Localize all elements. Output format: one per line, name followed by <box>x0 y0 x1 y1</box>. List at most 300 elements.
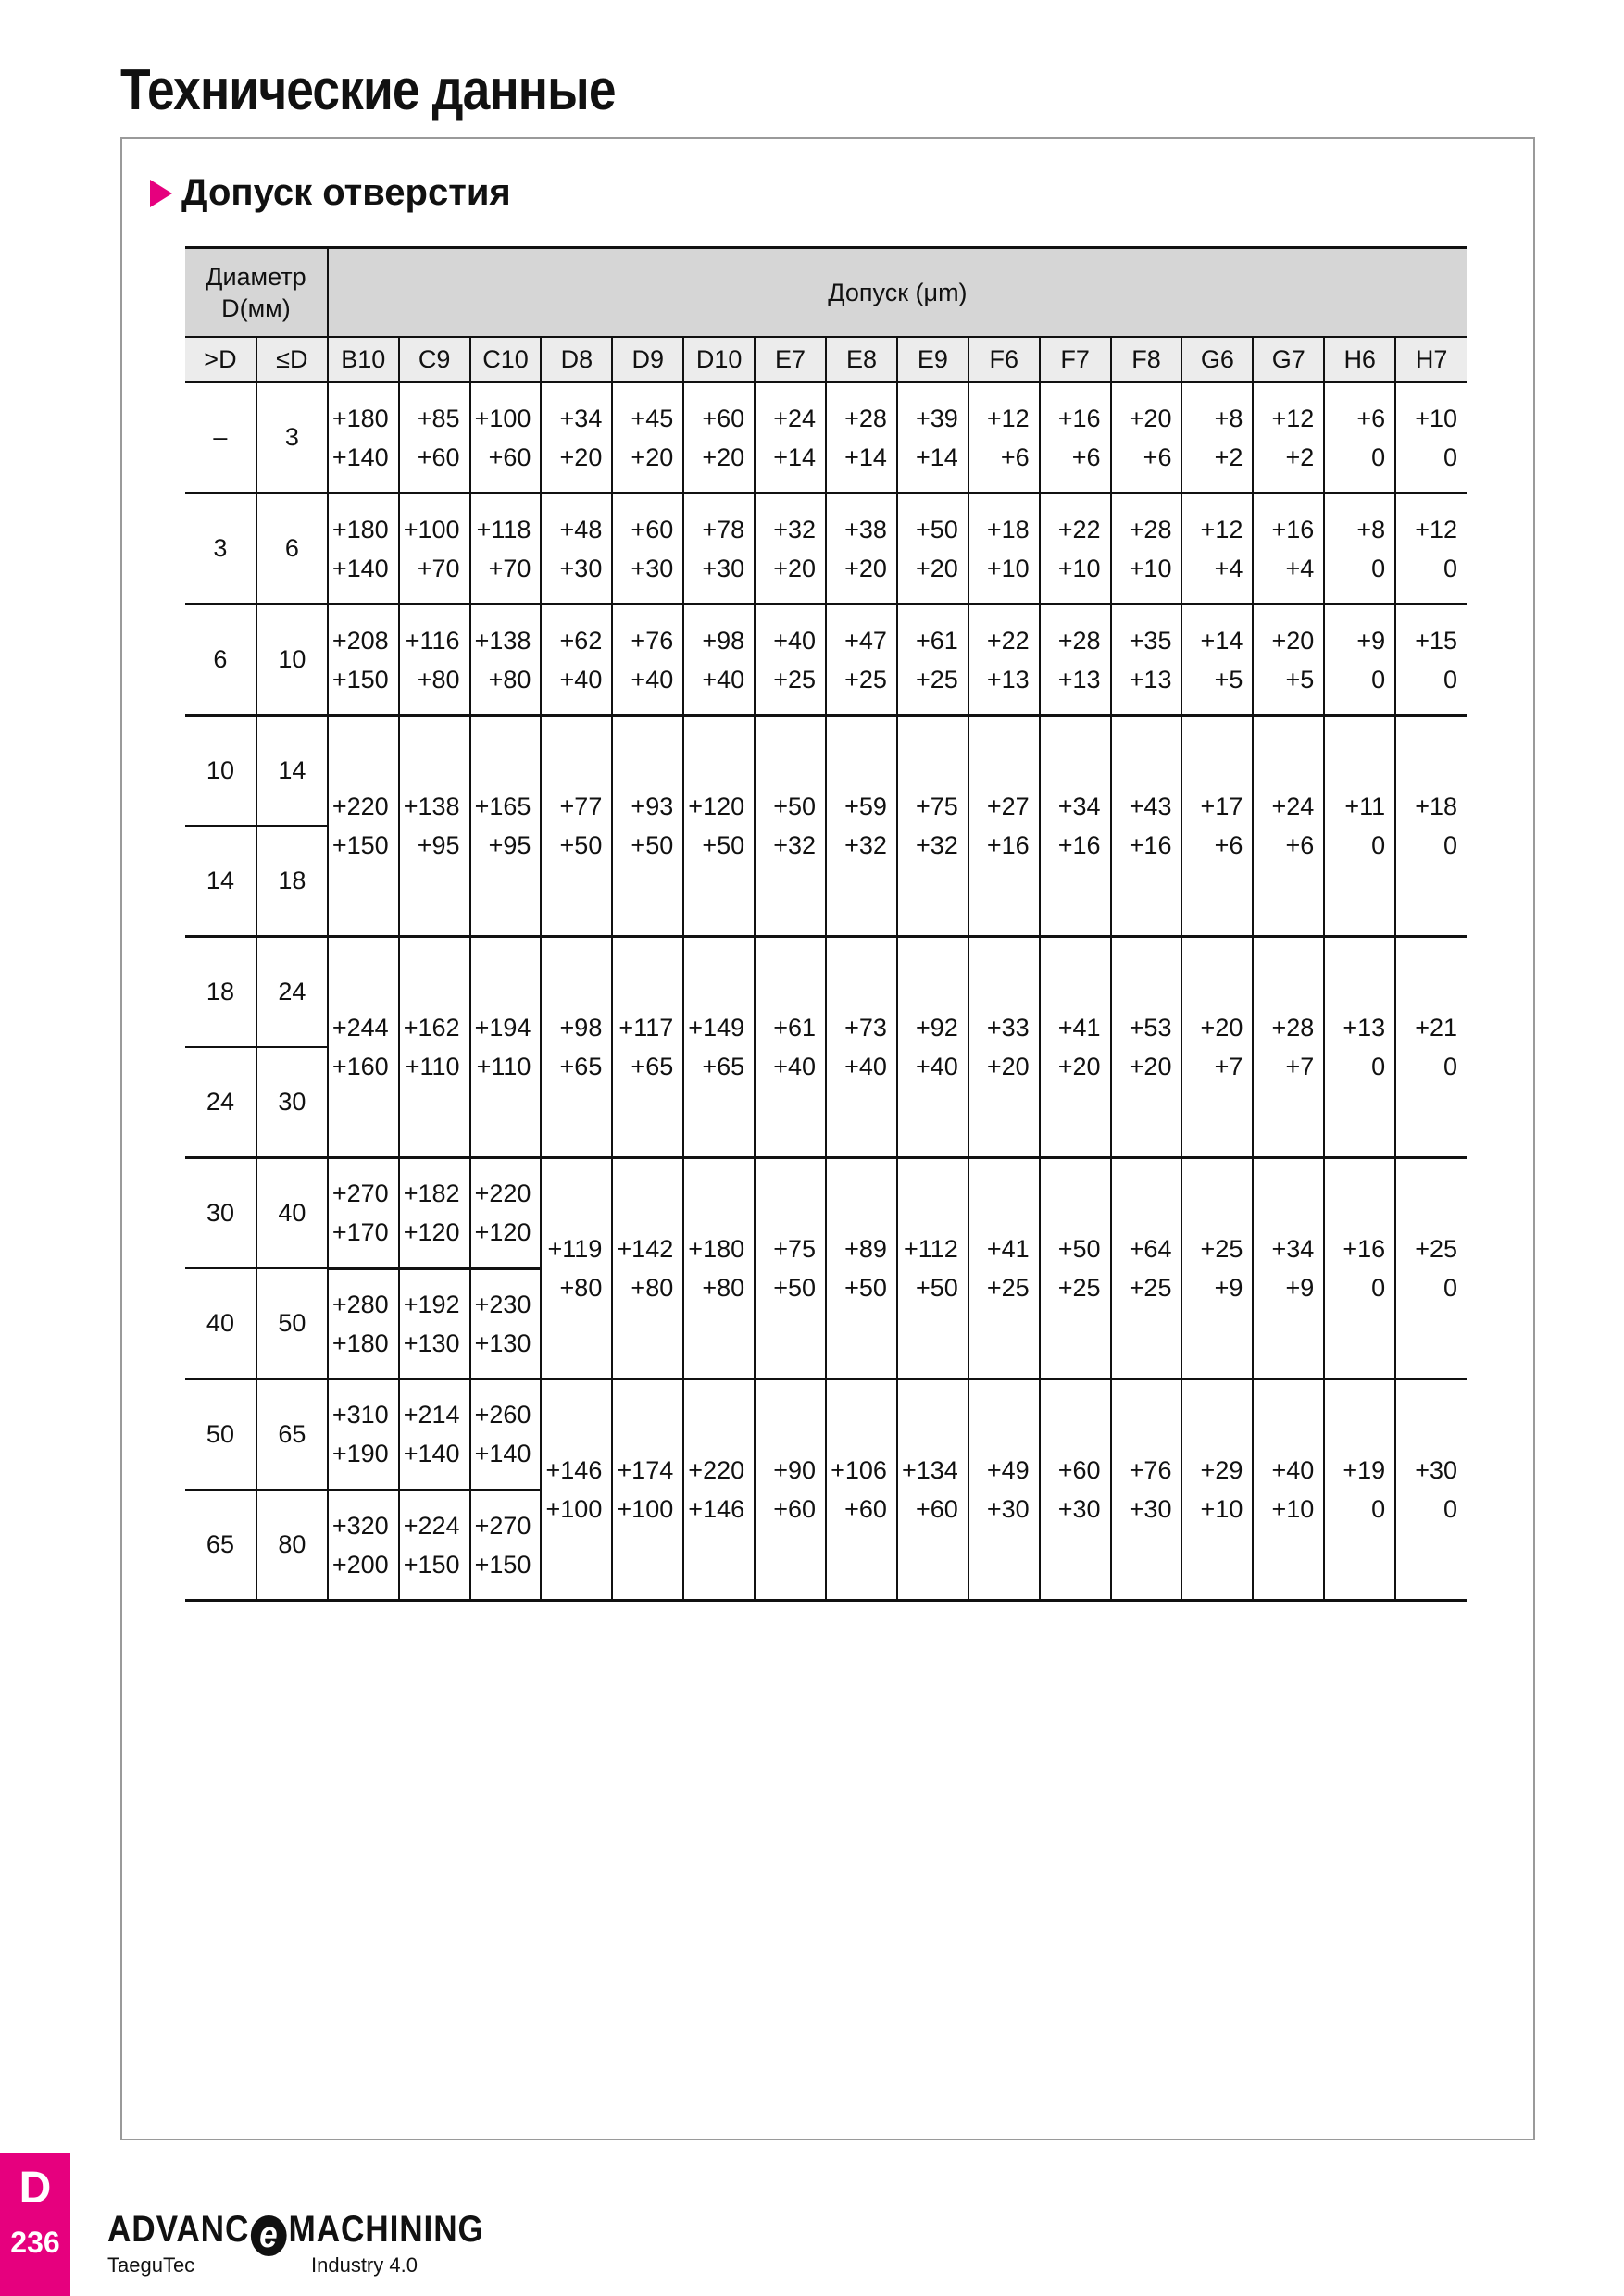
lower-deviation: +7 <box>1214 1053 1243 1080</box>
tolerance-cell <box>1111 605 1182 716</box>
tolerance-cell <box>1395 716 1467 937</box>
col-header: C9 <box>399 337 470 382</box>
triangle-bullet-icon <box>150 180 172 207</box>
dia-max-cell: 18 <box>256 826 328 937</box>
upper-deviation: +13 <box>1343 1014 1386 1042</box>
upper-deviation: +8 <box>1356 515 1386 543</box>
lower-deviation: +80 <box>559 1274 603 1302</box>
tolerance-cell <box>612 1158 683 1379</box>
lower-deviation: +95 <box>488 831 531 859</box>
lower-deviation: +60 <box>844 1495 887 1523</box>
dia-max-cell: 50 <box>256 1268 328 1379</box>
upper-deviation: +61 <box>915 626 958 655</box>
dia-min-cell: 24 <box>185 1047 256 1158</box>
upper-deviation: +64 <box>1129 1235 1172 1263</box>
lower-deviation: +2 <box>1285 443 1315 471</box>
upper-deviation: +60 <box>1057 1456 1101 1484</box>
upper-deviation: +77 <box>559 792 603 820</box>
upper-deviation: +12 <box>1271 404 1315 432</box>
section-tab <box>0 2153 70 2296</box>
tolerance-cell <box>1324 605 1395 716</box>
upper-deviation: +75 <box>915 792 958 820</box>
tolerance-cell <box>1040 605 1111 716</box>
lower-deviation: +160 <box>331 1053 389 1080</box>
dia-max-cell: 65 <box>256 1379 328 1491</box>
tolerance-cell <box>399 1490 470 1601</box>
upper-deviation: +146 <box>545 1456 603 1484</box>
upper-deviation: +165 <box>474 792 531 820</box>
upper-deviation: +62 <box>559 626 603 655</box>
upper-deviation: +180 <box>331 404 389 432</box>
tolerance-cell <box>826 493 897 605</box>
upper-deviation: +142 <box>617 1235 674 1263</box>
upper-deviation: +24 <box>773 404 817 432</box>
lower-deviation: +80 <box>702 1274 745 1302</box>
lower-deviation: +10 <box>1200 1495 1243 1523</box>
logo-e-icon: e <box>251 2215 287 2256</box>
tolerance-cell <box>1111 493 1182 605</box>
tolerance-cell <box>755 937 826 1158</box>
lower-deviation: 0 <box>1371 1053 1386 1080</box>
lower-deviation: +40 <box>559 665 603 693</box>
upper-deviation: +180 <box>331 515 389 543</box>
upper-deviation: +194 <box>474 1014 531 1042</box>
upper-deviation: +25 <box>1200 1235 1243 1263</box>
lower-deviation: +140 <box>474 1440 531 1468</box>
lower-deviation: +70 <box>488 554 531 582</box>
lower-deviation: +20 <box>844 554 887 582</box>
tolerance-cell <box>328 382 399 493</box>
lower-deviation: +140 <box>403 1440 460 1468</box>
tolerance-cell <box>897 1379 968 1601</box>
table-row <box>185 1158 1467 1269</box>
tolerance-cell <box>1324 1158 1395 1379</box>
tolerance-cell <box>541 1158 612 1379</box>
upper-deviation: +75 <box>773 1235 817 1263</box>
lower-deviation: +140 <box>331 554 389 582</box>
tolerance-cell <box>541 716 612 937</box>
dia-max-cell: 30 <box>256 1047 328 1158</box>
upper-deviation: +15 <box>1415 626 1458 655</box>
lower-deviation: +16 <box>986 831 1030 859</box>
lower-deviation: +2 <box>1214 443 1243 471</box>
tolerance-cell <box>897 493 968 605</box>
tolerance-cell <box>968 937 1040 1158</box>
tolerance-cell <box>328 937 399 1158</box>
lower-deviation: +180 <box>331 1329 389 1357</box>
upper-deviation: +50 <box>773 792 817 820</box>
page-number: 236 <box>10 2226 60 2259</box>
tolerance-cell <box>1181 1158 1253 1379</box>
lower-deviation: +6 <box>1071 443 1101 471</box>
upper-deviation: +174 <box>617 1456 674 1484</box>
upper-deviation: +116 <box>405 626 460 655</box>
upper-deviation: +18 <box>986 515 1030 543</box>
table-row <box>185 937 1467 1048</box>
tolerance-cell <box>1040 716 1111 937</box>
tolerance-cell <box>328 1268 399 1379</box>
tolerance-cell <box>1395 1379 1467 1601</box>
table-row <box>185 716 1467 827</box>
dia-max-cell: 24 <box>256 937 328 1048</box>
upper-deviation: +8 <box>1214 404 1243 432</box>
upper-deviation: +90 <box>773 1456 817 1484</box>
tolerance-cell <box>683 937 755 1158</box>
tolerance-cell <box>683 716 755 937</box>
dia-le-header: ≤D <box>256 337 328 382</box>
upper-deviation: +220 <box>474 1179 531 1208</box>
upper-deviation: +49 <box>986 1456 1030 1484</box>
lower-deviation: +25 <box>844 665 887 693</box>
tolerance-cell <box>897 1158 968 1379</box>
tolerance-cell <box>1111 716 1182 937</box>
lower-deviation: +50 <box>631 831 674 859</box>
tolerance-cell <box>968 1158 1040 1379</box>
col-header: H7 <box>1395 337 1467 382</box>
tolerance-cell <box>755 716 826 937</box>
lower-deviation: +25 <box>915 665 958 693</box>
lower-deviation: +80 <box>488 665 531 693</box>
lower-deviation: +16 <box>1129 831 1172 859</box>
table-row <box>185 1379 1467 1491</box>
lower-deviation: +6 <box>1143 443 1172 471</box>
lower-deviation: +20 <box>773 554 817 582</box>
upper-deviation: +98 <box>559 1014 603 1042</box>
tolerance-cell <box>1181 937 1253 1158</box>
col-header: F7 <box>1040 337 1111 382</box>
upper-deviation: +270 <box>331 1179 389 1208</box>
dia-max-cell: 80 <box>256 1490 328 1601</box>
tolerance-cell <box>612 605 683 716</box>
upper-deviation: +29 <box>1200 1456 1243 1484</box>
tolerance-cell <box>826 1379 897 1601</box>
upper-deviation: +48 <box>559 515 603 543</box>
tolerance-cell <box>1324 716 1395 937</box>
upper-deviation: +78 <box>702 515 745 543</box>
upper-deviation: +260 <box>474 1401 531 1429</box>
lower-deviation: +110 <box>476 1053 531 1080</box>
lower-deviation: +13 <box>1057 665 1101 693</box>
tolerance-cell <box>1181 1379 1253 1601</box>
tolerance-cell <box>1040 937 1111 1158</box>
table-row <box>185 493 1467 605</box>
lower-deviation: +140 <box>331 443 389 471</box>
tolerance-cell <box>1181 493 1253 605</box>
tolerance-cell <box>612 716 683 937</box>
tolerance-cell <box>541 605 612 716</box>
lower-deviation: +4 <box>1214 554 1243 582</box>
upper-deviation: +27 <box>986 792 1030 820</box>
upper-deviation: +162 <box>403 1014 460 1042</box>
lower-deviation: +9 <box>1285 1274 1315 1302</box>
lower-deviation: 0 <box>1371 831 1386 859</box>
upper-deviation: +208 <box>331 626 389 655</box>
dia-gt-header: >D <box>185 337 256 382</box>
tolerance-cell <box>1253 605 1324 716</box>
dia-min-cell: 6 <box>185 605 256 716</box>
upper-deviation: +16 <box>1057 404 1101 432</box>
dia-min-cell: 3 <box>185 493 256 605</box>
dia-min-cell: 14 <box>185 826 256 937</box>
tolerance-cell <box>328 1490 399 1601</box>
upper-deviation: +320 <box>331 1511 389 1540</box>
hole-tolerance-table <box>185 246 1467 1602</box>
upper-deviation: +34 <box>1057 792 1101 820</box>
brand-logo <box>107 2209 484 2277</box>
tolerance-cell <box>968 605 1040 716</box>
upper-deviation: +149 <box>688 1014 745 1042</box>
lower-deviation: +100 <box>545 1495 603 1523</box>
lower-deviation: +65 <box>702 1053 745 1080</box>
upper-deviation: +60 <box>702 404 745 432</box>
upper-deviation: +98 <box>702 626 745 655</box>
lower-deviation: +110 <box>405 1053 460 1080</box>
lower-deviation: +50 <box>915 1274 958 1302</box>
lower-deviation: +25 <box>986 1274 1030 1302</box>
upper-deviation: +39 <box>915 404 958 432</box>
lower-deviation: +32 <box>844 831 887 859</box>
tolerance-cell <box>1111 1379 1182 1601</box>
dia-max-cell: 14 <box>256 716 328 827</box>
upper-deviation: +20 <box>1271 626 1315 655</box>
lower-deviation: +5 <box>1214 665 1243 693</box>
upper-deviation: +16 <box>1343 1235 1386 1263</box>
tolerance-cell <box>1181 716 1253 937</box>
upper-deviation: +61 <box>773 1014 817 1042</box>
upper-deviation: +112 <box>903 1235 958 1263</box>
lower-deviation: +16 <box>1057 831 1101 859</box>
lower-deviation: +120 <box>403 1218 460 1247</box>
lower-deviation: +5 <box>1285 665 1315 693</box>
lower-deviation: 0 <box>1371 443 1386 471</box>
col-header: D8 <box>541 337 612 382</box>
tolerance-cell <box>470 1379 542 1491</box>
tolerance-cell <box>470 716 542 937</box>
lower-deviation: +25 <box>1057 1274 1101 1302</box>
tolerance-cell <box>683 605 755 716</box>
lower-deviation: +20 <box>986 1053 1030 1080</box>
upper-deviation: +25 <box>1415 1235 1458 1263</box>
upper-deviation: +10 <box>1415 404 1458 432</box>
upper-deviation: +76 <box>631 626 674 655</box>
upper-deviation: +28 <box>844 404 887 432</box>
lower-deviation: +20 <box>1057 1053 1101 1080</box>
tolerance-cell <box>826 937 897 1158</box>
upper-deviation: +59 <box>844 792 887 820</box>
upper-deviation: +100 <box>474 404 531 432</box>
upper-deviation: +53 <box>1129 1014 1172 1042</box>
tolerance-cell <box>1253 937 1324 1158</box>
upper-deviation: +21 <box>1415 1014 1458 1042</box>
tolerance-cell <box>1111 382 1182 493</box>
lower-deviation: 0 <box>1443 665 1458 693</box>
lower-deviation: +10 <box>1129 554 1172 582</box>
tolerance-cell <box>612 382 683 493</box>
lower-deviation: +9 <box>1214 1274 1243 1302</box>
upper-deviation: +12 <box>1415 515 1458 543</box>
tolerance-cell <box>1040 382 1111 493</box>
tolerance-cell <box>1395 382 1467 493</box>
page-title: Технические данные <box>120 58 616 122</box>
lower-deviation: 0 <box>1443 831 1458 859</box>
upper-deviation: +22 <box>1057 515 1101 543</box>
upper-deviation: +106 <box>831 1456 887 1484</box>
col-header: F8 <box>1111 337 1182 382</box>
lower-deviation: +120 <box>474 1218 531 1247</box>
tolerance-cell <box>1395 1158 1467 1379</box>
upper-deviation: +34 <box>1271 1235 1315 1263</box>
diameter-header: Диаметр D(мм) <box>185 248 328 338</box>
lower-deviation: +6 <box>1214 831 1243 859</box>
lower-deviation: +30 <box>986 1495 1030 1523</box>
upper-deviation: +93 <box>631 792 674 820</box>
col-header: G7 <box>1253 337 1324 382</box>
upper-deviation: +30 <box>1415 1456 1458 1484</box>
lower-deviation: 0 <box>1443 1495 1458 1523</box>
upper-deviation: +73 <box>844 1014 887 1042</box>
section-header <box>150 172 511 214</box>
lower-deviation: +70 <box>417 554 460 582</box>
tolerance-cell <box>470 1158 542 1269</box>
upper-deviation: +40 <box>773 626 817 655</box>
lower-deviation: +32 <box>915 831 958 859</box>
upper-deviation: +41 <box>1057 1014 1101 1042</box>
upper-deviation: +50 <box>1057 1235 1101 1263</box>
table-row <box>185 382 1467 493</box>
section-title: Допуск отверстия <box>181 172 511 213</box>
tolerance-cell <box>399 493 470 605</box>
tolerance-cell <box>1181 382 1253 493</box>
upper-deviation: +28 <box>1129 515 1172 543</box>
tolerance-cell <box>328 716 399 937</box>
lower-deviation: +10 <box>1271 1495 1315 1523</box>
lower-deviation: +50 <box>773 1274 817 1302</box>
tolerance-cell <box>897 382 968 493</box>
tolerance-cell <box>1395 605 1467 716</box>
lower-deviation: +60 <box>773 1495 817 1523</box>
lower-deviation: +146 <box>688 1495 745 1523</box>
tolerance-cell <box>826 716 897 937</box>
upper-deviation: +47 <box>844 626 887 655</box>
lower-deviation: +130 <box>403 1329 460 1357</box>
tolerance-cell <box>1395 937 1467 1158</box>
lower-deviation: +25 <box>773 665 817 693</box>
col-header: G6 <box>1181 337 1253 382</box>
tolerance-cell <box>399 1268 470 1379</box>
tolerance-cell <box>399 605 470 716</box>
tolerance-cell <box>683 493 755 605</box>
lower-deviation: 0 <box>1443 554 1458 582</box>
tolerance-cell <box>1324 493 1395 605</box>
dia-min-cell: 18 <box>185 937 256 1048</box>
upper-deviation: +138 <box>403 792 460 820</box>
lower-deviation: +30 <box>1057 1495 1101 1523</box>
col-header: E8 <box>826 337 897 382</box>
lower-deviation: +80 <box>631 1274 674 1302</box>
tolerance-cell <box>1253 382 1324 493</box>
tolerance-cell <box>755 1158 826 1379</box>
lower-deviation: +7 <box>1285 1053 1315 1080</box>
tolerance-cell <box>1040 1379 1111 1601</box>
upper-deviation: +118 <box>476 515 531 543</box>
lower-deviation: +32 <box>773 831 817 859</box>
lower-deviation: +40 <box>773 1053 817 1080</box>
tolerance-cell <box>826 605 897 716</box>
tolerance-cell <box>1324 382 1395 493</box>
upper-deviation: +138 <box>474 626 531 655</box>
tolerance-cell <box>1253 1158 1324 1379</box>
upper-deviation: +119 <box>547 1235 603 1263</box>
dia-min-cell: 10 <box>185 716 256 827</box>
upper-deviation: +33 <box>986 1014 1030 1042</box>
upper-deviation: +220 <box>688 1456 745 1484</box>
tolerance-cell <box>470 605 542 716</box>
tolerance-cell <box>755 605 826 716</box>
section-letter: D <box>19 2164 52 2213</box>
lower-deviation: +95 <box>417 831 460 859</box>
lower-deviation: 0 <box>1371 1274 1386 1302</box>
upper-deviation: +32 <box>773 515 817 543</box>
lower-deviation: +80 <box>417 665 460 693</box>
tolerance-cell <box>399 716 470 937</box>
lower-deviation: 0 <box>1371 554 1386 582</box>
upper-deviation: +28 <box>1271 1014 1315 1042</box>
upper-deviation: +19 <box>1343 1456 1386 1484</box>
logo-wordmark <box>107 2209 484 2256</box>
upper-deviation: +280 <box>331 1290 389 1318</box>
tolerance-cell <box>968 493 1040 605</box>
lower-deviation: +6 <box>1285 831 1315 859</box>
tolerance-cell <box>328 493 399 605</box>
lower-deviation: +25 <box>1129 1274 1172 1302</box>
table-row <box>185 605 1467 716</box>
lower-deviation: +65 <box>631 1053 674 1080</box>
tolerance-cell <box>755 493 826 605</box>
lower-deviation: +20 <box>702 443 745 471</box>
tolerance-cell <box>1324 937 1395 1158</box>
upper-deviation: +43 <box>1129 792 1172 820</box>
tolerance-cell <box>897 716 968 937</box>
lower-deviation: +190 <box>331 1440 389 1468</box>
upper-deviation: +16 <box>1271 515 1315 543</box>
lower-deviation: +130 <box>474 1329 531 1357</box>
tolerance-cell <box>399 382 470 493</box>
lower-deviation: +30 <box>559 554 603 582</box>
col-header: E9 <box>897 337 968 382</box>
tolerance-cell <box>968 1379 1040 1601</box>
lower-deviation: 0 <box>1371 1495 1386 1523</box>
tolerance-header: Допуск (μm) <box>328 248 1467 338</box>
tolerance-cell <box>399 937 470 1158</box>
tolerance-cell <box>897 937 968 1158</box>
col-header: H6 <box>1324 337 1395 382</box>
tolerance-cell <box>755 1379 826 1601</box>
tolerance-cell <box>826 1158 897 1379</box>
col-header: D9 <box>612 337 683 382</box>
lower-deviation: +10 <box>1057 554 1101 582</box>
lower-deviation: +150 <box>331 831 389 859</box>
upper-deviation: +60 <box>631 515 674 543</box>
lower-deviation: +6 <box>1000 443 1030 471</box>
upper-deviation: +192 <box>403 1290 460 1318</box>
lower-deviation: +150 <box>403 1550 460 1578</box>
dia-min-cell: 30 <box>185 1158 256 1269</box>
lower-deviation: +200 <box>331 1550 389 1578</box>
lower-deviation: +150 <box>331 665 389 693</box>
tolerance-cell <box>1324 1379 1395 1601</box>
logo-tagline: Industry 4.0 <box>311 2253 418 2277</box>
tolerance-cell <box>470 493 542 605</box>
